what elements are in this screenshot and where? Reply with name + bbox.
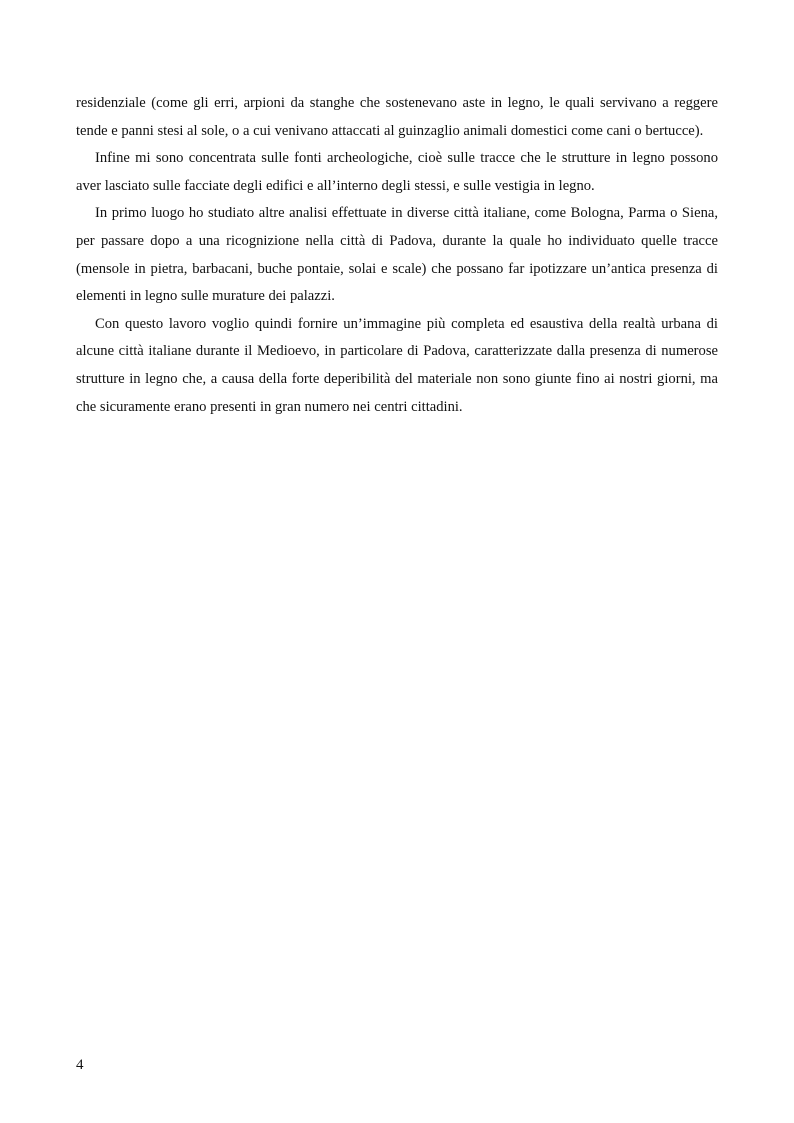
paragraph-continuation: residenziale (come gli erri, arpioni da stanghe che sostenevano aste in legno, le quali servivano a reggere tende e panni stesi al sole, o a cui venivano attaccati al guinzaglio animali domestici come cani o bertucce).	[76, 95, 718, 139]
body-text	[76, 90, 718, 421]
paragraph-conclusion: Con questo lavoro voglio quindi fornire un’immagine più completa ed esaustiva della realtà urbana di alcune città italiane durante il Medioevo, in particolare di Padova, caratterizzate dalla presenza di numerose strutture in legno che, a causa della forte deperibilità del materiale non sono giunte fino ai nostri giorni, ma che sicuramente erano presenti in gran numero nei centri cittadini.	[76, 315, 718, 415]
paragraph-archaeological-sources: Infine mi sono concentrata sulle fonti archeologiche, cioè sulle tracce che le strutture in legno possono aver lasciato sulle facciate degli edifici e all’interno degli stessi, e sulle vestigia in legno.	[76, 150, 718, 194]
paragraph-analysis-cities: In primo luogo ho studiato altre analisi effettuate in diverse città italiane, come Bologna, Parma o Siena, per passare dopo a una ricognizione nella città di Padova, durante la quale ho individuato quelle tracce (mensole in pietra, barbacani, buche pontaie, solai e scale) che possano far ipotizzare un’antica presenza di elementi in legno sulle murature dei palazzi.	[76, 205, 718, 305]
page-number: 4	[76, 1057, 84, 1073]
